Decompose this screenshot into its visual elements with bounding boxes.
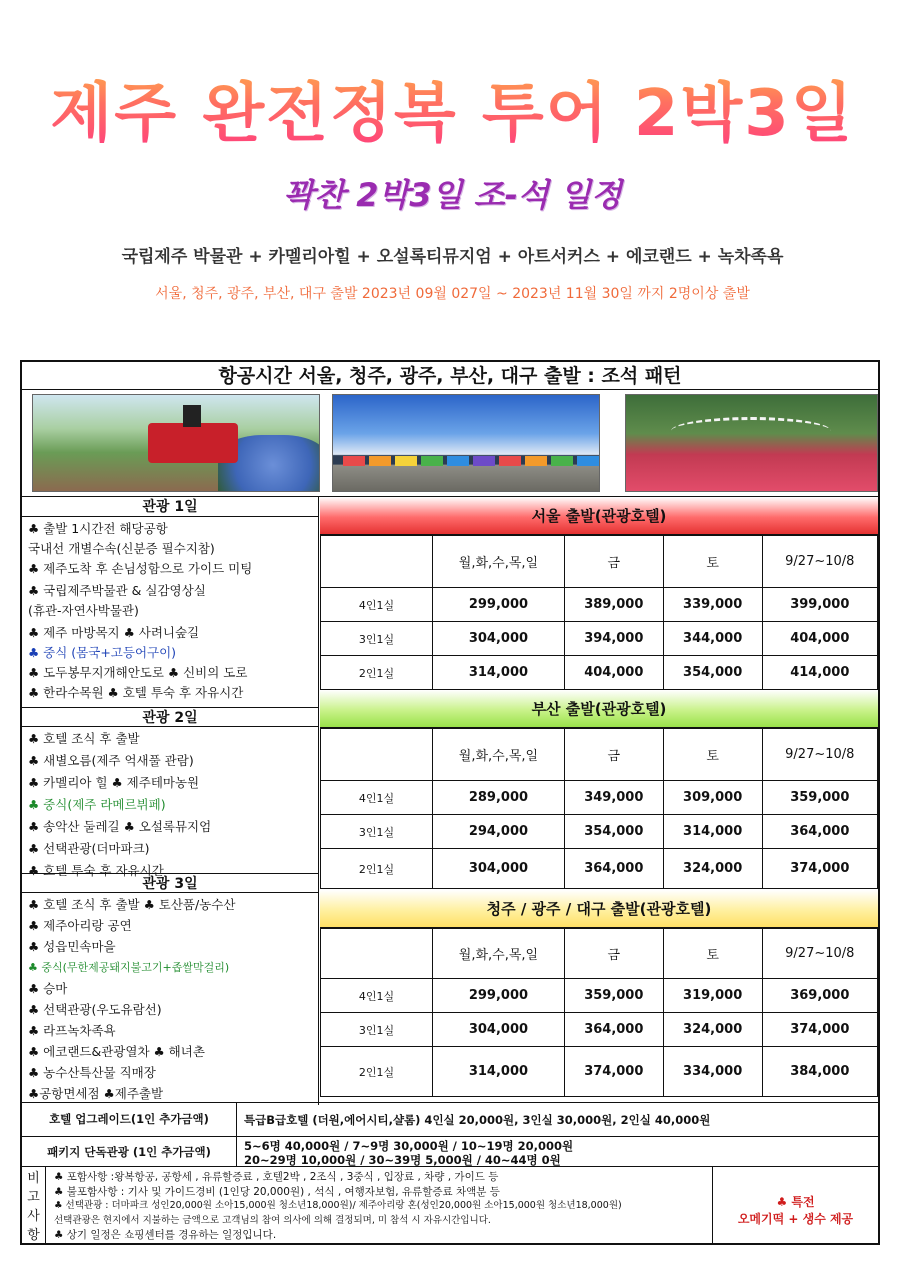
room-type: 2인1실 [321, 1047, 433, 1097]
room-type: 2인1실 [321, 656, 433, 690]
price-cell: 324,000 [663, 1013, 762, 1047]
day3-item: ♣ 승마 [28, 981, 68, 996]
flight-header: 항공시간 서울, 청주, 광주, 부산, 대구 출발 : 조석 패턴 [22, 362, 878, 390]
price-cell: 334,000 [663, 1047, 762, 1097]
price-cell: 314,000 [663, 815, 762, 849]
price-cell: 349,000 [564, 781, 663, 815]
day1-item: ♣ 제주 마방목지 ♣ 사려니숲길 [28, 625, 200, 640]
notes-row [22, 1166, 878, 1243]
notes-side-char: 비 [27, 1171, 40, 1186]
notes-list [54, 1170, 622, 1243]
room-type: 3인1실 [321, 815, 433, 849]
day2-item: ♣ 호텔 조식 후 출발 [28, 731, 140, 746]
train-photo [32, 394, 320, 492]
note-line: ♣ 포함사항 :왕복항공, 공항세 , 유류할증료 , 호텔2박 , 2조식 , 3중식 , 입장료 , 차량 , 가이드 등 [54, 1171, 499, 1183]
room-type: 4인1실 [321, 588, 433, 622]
day3-item: ♣ 성읍민속마을 [28, 939, 116, 954]
photo-strip [22, 390, 878, 497]
day2-title: 관광 2일 [22, 707, 318, 727]
special-text: 오메기떡 + 생수 제공 [737, 1212, 854, 1226]
price-cell: 364,000 [762, 815, 877, 849]
price-cell: 359,000 [564, 979, 663, 1013]
day3-item: ♣ 농수산특산물 직매장 [28, 1065, 156, 1080]
day1-item: ♣ 국립제주박물관 & 실감영상실 [28, 583, 206, 598]
itinerary-sheet [20, 360, 880, 1245]
package-line1: 5~6명 40,000원 / 7~9명 30,000원 / 10~19명 20,000원 [244, 1139, 574, 1153]
upgrade-label: 호텔 업그레이드(1인 추가금액) [22, 1103, 237, 1136]
price-cell: 374,000 [564, 1047, 663, 1097]
price-cell: 299,000 [433, 588, 565, 622]
price-cell: 369,000 [762, 979, 877, 1013]
price-cell: 364,000 [564, 849, 663, 889]
package-row [22, 1136, 878, 1166]
col-head: 토 [663, 929, 762, 979]
package-line2: 20~29명 10,000원 / 30~39명 5,000원 / 40~44명 0원 [244, 1153, 561, 1167]
price-cell: 324,000 [663, 849, 762, 889]
room-type: 4인1실 [321, 979, 433, 1013]
day1-item: ♣ 제주도착 후 손님성함으로 가이드 미팅 [28, 561, 253, 576]
day2-item: ♣ 새별오름(제주 억새풀 관람) [28, 753, 194, 768]
day3-lunch: ♣ 중식(무한제공돼지불고기+좁쌀막걸리) [28, 961, 230, 974]
price-cell: 374,000 [762, 849, 877, 889]
room-type: 3인1실 [321, 1013, 433, 1047]
day2-item: ♣ 선택관광(더마파크) [28, 841, 150, 856]
note-line: ♣ 선택관광 : 더마파크 성인20,000원 소아15,000원 청소년18,000원)/ 제주아리랑 혼(성인20,000원 소아15,000원 청소년18,000원) [54, 1200, 622, 1211]
col-head: 월,화,수,목,일 [433, 536, 565, 588]
special-title: ♣ 특전 [776, 1195, 815, 1209]
room-type: 4인1실 [321, 781, 433, 815]
package-label: 패키지 단독관광 (1인 추가금액) [22, 1137, 237, 1166]
day3-item: ♣ 라프녹차족욕 [28, 1023, 116, 1038]
hero-subtitle: 꽉찬 2박3일 조-석 일정 [283, 176, 622, 214]
day1-item: ♣ 도두봉무지개해안도로 ♣ 신비의 도로 [28, 665, 248, 680]
day3-item: ♣공항면세점 ♣제주출발 [28, 1086, 164, 1101]
col-head: 금 [564, 729, 663, 781]
notes-side-char: 항 [27, 1228, 40, 1243]
price-cell: 389,000 [564, 588, 663, 622]
price-cell: 394,000 [564, 622, 663, 656]
col-head: 9/27~10/8 [762, 536, 877, 588]
col-head: 월,화,수,목,일 [433, 729, 565, 781]
price-cell: 314,000 [433, 656, 565, 690]
price-cell: 319,000 [663, 979, 762, 1013]
day2-item: ♣ 송악산 둘레길 ♣ 오설록뮤지엄 [28, 819, 212, 834]
day2-lunch: ♣ 중식(제주 라메르뷔페) [28, 797, 166, 812]
day2-item: ♣ 호텔 투숙 후 자유시간 [28, 863, 164, 878]
price-cell: 339,000 [663, 588, 762, 622]
price-cell: 294,000 [433, 815, 565, 849]
itinerary-column [22, 497, 319, 1105]
col-head: 금 [564, 536, 663, 588]
price-cell: 364,000 [564, 1013, 663, 1047]
day3-item: ♣ 호텔 조식 후 출발 ♣ 토산품/농수산 [28, 897, 236, 912]
busan-title: 부산 출발(관광호텔) [320, 690, 878, 728]
notes-side-char: 고 [27, 1190, 40, 1205]
col-head: 9/27~10/8 [762, 729, 877, 781]
day3-item: ♣ 제주아리랑 공연 [28, 918, 132, 933]
note-line: 선택관광은 현지에서 지불하는 금액으로 고객님의 참여 의사에 의해 결정되며, 미 참석 시 자유시간입니다. [54, 1214, 491, 1226]
hero-route: 국립제주 박물관 + 카멜리아힐 + 오설록티뮤지엄 + 아트서커스 + 에코랜드 + 녹차족욕 [121, 247, 784, 267]
col-head [321, 729, 433, 781]
note-line: ♣ 불포함사항 : 기사 및 가이드경비 (1인당 20,000원) , 석식 , 여행자보험, 유류할증료 차액분 등 [54, 1185, 500, 1198]
hero-departure: 서울, 청주, 광주, 부산, 대구 출발 2023년 09월 027일 ~ 2023년 11월 30일 까지 2명이상 출발 [155, 286, 750, 302]
price-cell: 359,000 [762, 781, 877, 815]
price-cell: 354,000 [663, 656, 762, 690]
room-type: 3인1실 [321, 622, 433, 656]
price-cell: 299,000 [433, 979, 565, 1013]
cheongju-title: 청주 / 광주 / 대구 출발(관광호텔) [320, 890, 878, 928]
price-cell: 289,000 [433, 781, 565, 815]
col-head: 토 [663, 729, 762, 781]
price-cell: 404,000 [564, 656, 663, 690]
price-cell: 414,000 [762, 656, 877, 690]
col-head [321, 929, 433, 979]
day1-item: ♣ 한라수목원 ♣ 호텔 투숙 후 자유시간 [28, 685, 244, 700]
hero-title: 제주 완전정복 투어 2박3일 [0, 62, 905, 154]
day2-item: ♣ 카멜리아 힐 ♣ 제주테마농원 [28, 775, 200, 790]
price-cell: 304,000 [433, 849, 565, 889]
upgrade-row [22, 1102, 878, 1136]
col-head: 토 [663, 536, 762, 588]
price-cell: 399,000 [762, 588, 877, 622]
col-head: 금 [564, 929, 663, 979]
special-box [712, 1167, 878, 1243]
day1-item: 국내선 개별수속(신분증 필수지참) [28, 541, 215, 556]
day3-item: ♣ 선택관광(우도유람선) [28, 1002, 162, 1017]
price-cell: 304,000 [433, 622, 565, 656]
col-head [321, 536, 433, 588]
price-cell: 354,000 [564, 815, 663, 849]
flower-path-photo [625, 394, 878, 492]
price-cell: 384,000 [762, 1047, 877, 1097]
price-cell: 404,000 [762, 622, 877, 656]
day3-title: 관광 3일 [22, 873, 318, 893]
price-cell: 344,000 [663, 622, 762, 656]
day1-title: 관광 1일 [22, 497, 318, 517]
day1-item: ♣ 출발 1시간전 해당공항 [28, 521, 168, 536]
day1-lunch: ♣ 중식 (몸국+고등어구이) [28, 645, 177, 660]
col-head: 9/27~10/8 [762, 929, 877, 979]
upgrade-value: 특급B급호텔 (더원,에어시티,샬롬) 4인실 20,000원, 3인실 30,000원, 2인실 40,000원 [244, 1113, 711, 1127]
price-cell: 374,000 [762, 1013, 877, 1047]
seoul-title: 서울 출발(관광호텔) [320, 497, 878, 535]
note-line: ♣ 상기 일정은 쇼핑센터를 경유하는 일정입니다. [54, 1229, 277, 1241]
price-cell: 314,000 [433, 1047, 565, 1097]
price-cell: 309,000 [663, 781, 762, 815]
day3-item: ♣ 에코랜드&관광열차 ♣ 해녀촌 [28, 1044, 205, 1059]
room-type: 2인1실 [321, 849, 433, 889]
col-head: 월,화,수,목,일 [433, 929, 565, 979]
day1-item: (휴관-자연사박물관) [28, 603, 139, 618]
seaside-photo [332, 394, 600, 492]
notes-side-label [22, 1167, 46, 1243]
price-cell: 304,000 [433, 1013, 565, 1047]
notes-side-char: 사 [27, 1209, 40, 1224]
